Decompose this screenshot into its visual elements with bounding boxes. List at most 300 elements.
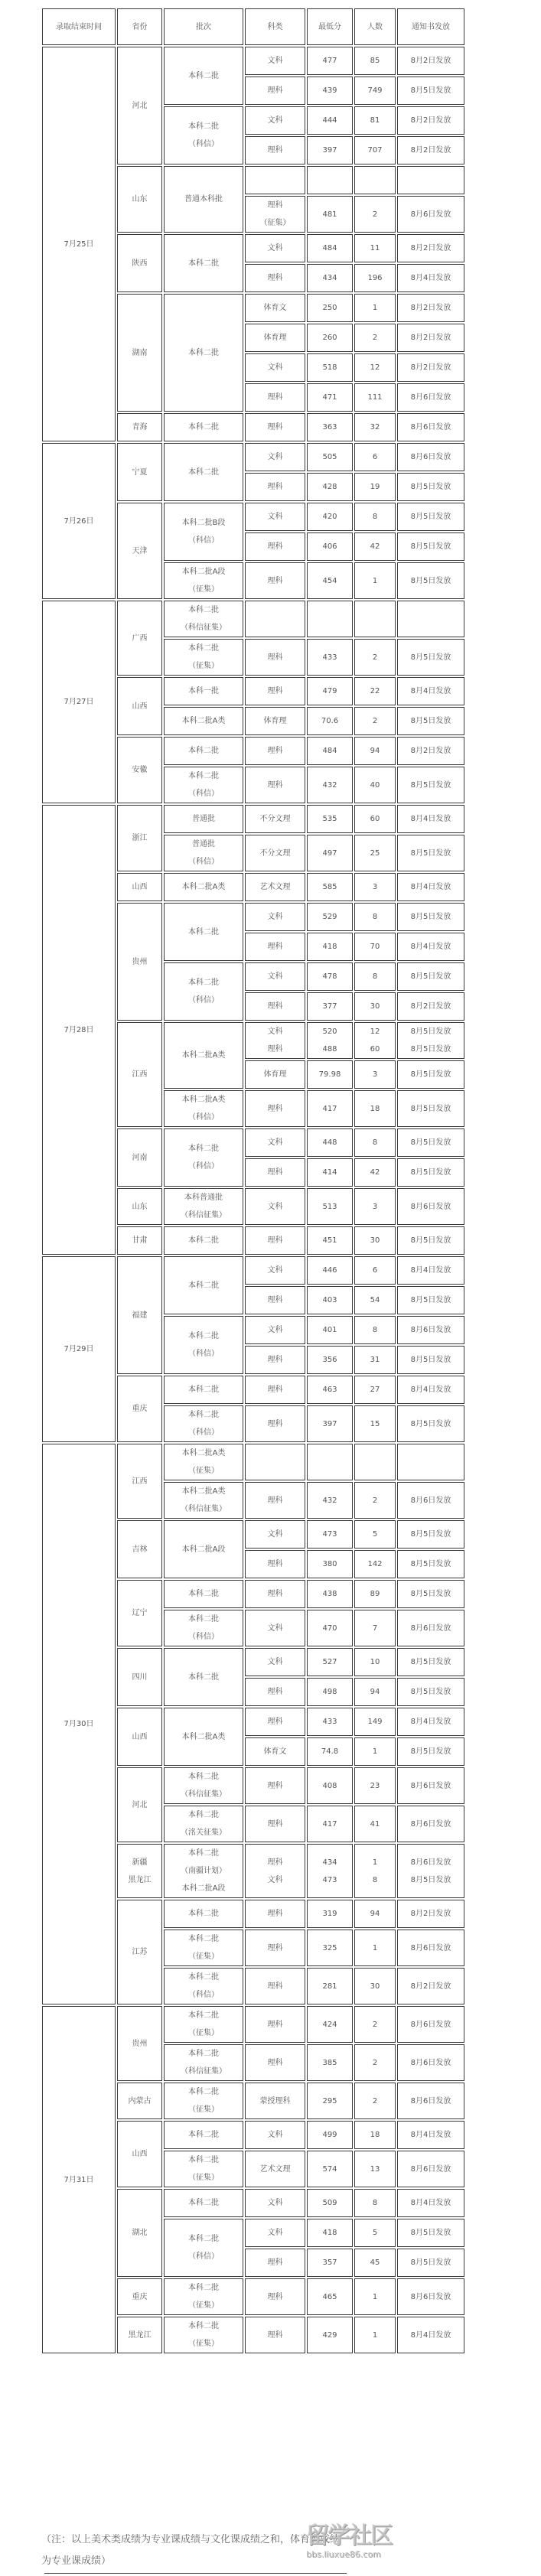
subject-type-cell: 文科 (245, 443, 305, 471)
subject-type-cell: 不分文理 (245, 835, 305, 871)
subject-type-cell: 理科 (245, 737, 305, 765)
notice-date-cell: 8月5日发放 (397, 2219, 464, 2247)
subject-type-cell: 艺术文理 (245, 873, 305, 901)
header-count: 人数 (354, 8, 396, 45)
min-score-cell: 499 (307, 2121, 353, 2149)
table-row (42, 805, 464, 833)
table-body (42, 47, 464, 2353)
notice-date-cell: 8月2日发放 (397, 1900, 464, 1928)
batch-cell: 本科二批 (164, 1226, 243, 1255)
province-cell: 黑龙江 (117, 2317, 162, 2353)
min-score-cell: 585 (307, 873, 353, 901)
min-score-cell: 439 (307, 77, 353, 105)
batch-cell: 本科二批 (164, 443, 243, 501)
subject-type-cell: 理科 (245, 1090, 305, 1127)
subject-type-cell: 理科 (245, 933, 305, 961)
count-cell: 30 (354, 1968, 396, 2004)
batch-cell: 本科二批 （科信） (164, 962, 243, 1021)
subject-type-cell: 理科 (245, 2278, 305, 2315)
count-cell (354, 601, 396, 637)
count-cell: 111 (354, 383, 396, 412)
notice-date-cell: 8月2日发放 (397, 324, 464, 352)
subject-type-cell: 理科 (245, 2044, 305, 2081)
notice-date-cell: 8月5日发放 (397, 707, 464, 735)
min-score-cell (307, 601, 353, 637)
count-cell: 2 (354, 707, 396, 735)
end-date-cell: 7月30日 (42, 1444, 116, 2004)
count-cell: 2 (354, 196, 396, 233)
subject-type-cell: 文科 (245, 1648, 305, 1676)
province-cell: 浙江 (117, 805, 162, 871)
count-cell: 8 (354, 903, 396, 931)
subject-type-cell: 文科 (245, 353, 305, 382)
notice-date-cell: 8月6日发放 (397, 1930, 464, 1966)
batch-cell: 本科二批 (164, 1648, 243, 1706)
min-score-cell: 433 (307, 1708, 353, 1736)
batch-cell: 本科二批 （征集） (164, 2317, 243, 2353)
count-cell: 8 (354, 1128, 396, 1157)
notice-date-cell: 8月2日发放 (397, 1968, 464, 2004)
notice-date-cell: 8月6日发放 (397, 196, 464, 233)
subject-type-cell: 体育理 (245, 707, 305, 735)
subject-type-cell (245, 166, 305, 194)
subject-type-cell: 理科 (245, 1678, 305, 1706)
subject-type-cell: 理科 (245, 1286, 305, 1314)
batch-cell: 本科二批 (164, 1376, 243, 1404)
min-score-cell: 420 (307, 503, 353, 531)
count-cell: 32 (354, 413, 396, 441)
subject-type-cell: 文科 (245, 234, 305, 262)
count-cell: 27 (354, 1376, 396, 1404)
count-cell: 25 (354, 835, 396, 871)
notice-date-cell: 8月5日发放 (397, 835, 464, 871)
count-cell: 3 (354, 1060, 396, 1089)
province-cell: 山西 (117, 677, 162, 735)
subject-type-cell: 理科 (245, 2249, 305, 2277)
subject-type-cell: 理科 (245, 767, 305, 803)
min-score-cell: 451 (307, 1226, 353, 1255)
notice-date-cell: 8月6日发放 (397, 2083, 464, 2119)
batch-cell: 本科二批 (164, 47, 243, 105)
table-row (42, 1256, 464, 1285)
min-score-cell: 574 (307, 2151, 353, 2187)
min-score-cell: 281 (307, 1968, 353, 2004)
subject-type-cell: 理科 (245, 1708, 305, 1736)
count-cell: 12 (354, 353, 396, 382)
count-cell: 2 (354, 2044, 396, 2081)
notice-date-cell: 8月5日发放 (397, 962, 464, 991)
min-score-cell: 432 (307, 767, 353, 803)
province-cell: 湖北 (117, 2189, 162, 2277)
notice-date-cell: 8月6日发放 (397, 2151, 464, 2187)
notice-date-cell: 8月2日发放 (397, 353, 464, 382)
min-score-cell: 418 (307, 2219, 353, 2247)
notice-date-cell: 8月6日发放 (397, 1806, 464, 1842)
min-score-cell: 446 (307, 1256, 353, 1285)
province-cell: 山西 (117, 1708, 162, 1766)
province-cell: 重庆 (117, 1376, 162, 1442)
min-score-cell: 357 (307, 2249, 353, 2277)
min-score-cell: 428 (307, 473, 353, 501)
count-cell: 149 (354, 1708, 396, 1736)
batch-cell: 本科二批 （科信征集） (164, 601, 243, 637)
min-score-cell: 403 (307, 1286, 353, 1314)
notice-date-cell: 8月5日发放 (397, 1158, 464, 1187)
notice-date-cell: 8月4日发放 (397, 873, 464, 901)
count-cell: 12 60 (354, 1022, 396, 1059)
notice-date-cell: 8月5日发放 (397, 2249, 464, 2277)
notice-date-cell: 8月5日发放 (397, 473, 464, 501)
province-cell: 陕西 (117, 234, 162, 292)
batch-cell: 本科二批 (164, 1580, 243, 1608)
batch-cell: 本科二批B段 （科信） (164, 503, 243, 561)
notice-date-cell: 8月5日发放 (397, 77, 464, 105)
batch-cell: 本科二批 （征集） (164, 2278, 243, 2315)
province-cell: 广西 (117, 601, 162, 676)
subject-type-cell: 理科 (245, 1346, 305, 1374)
subject-type-cell: 理科 (245, 562, 305, 599)
subject-type-cell: 文科 (245, 1520, 305, 1549)
count-cell: 41 (354, 1806, 396, 1842)
min-score-cell: 79.98 (307, 1060, 353, 1089)
header-batch: 批次 (164, 8, 243, 45)
notice-date-cell: 8月5日发放 (397, 562, 464, 599)
province-cell: 甘肃 (117, 1226, 162, 1255)
subject-type-cell: 理科 (245, 264, 305, 292)
notice-date-cell: 8月6日发放 (397, 383, 464, 412)
subject-type-cell: 理科 (245, 77, 305, 105)
end-date-cell: 7月26日 (42, 443, 116, 599)
province-cell: 内蒙古 (117, 2083, 162, 2119)
min-score-cell: 477 (307, 47, 353, 75)
end-date-cell: 7月28日 (42, 805, 116, 1255)
subject-type-cell: 理科 (245, 1900, 305, 1928)
min-score-cell: 484 (307, 737, 353, 765)
subject-type-cell: 理科 (245, 1405, 305, 1442)
count-cell: 2 (354, 639, 396, 676)
header-row (42, 8, 464, 45)
count-cell: 8 (354, 2189, 396, 2217)
subject-type-cell: 理科 (245, 1226, 305, 1255)
province-cell: 山西 (117, 2121, 162, 2187)
min-score-cell: 444 (307, 106, 353, 135)
header-subject-type: 科类 (245, 8, 305, 45)
count-cell: 1 8 (354, 1844, 396, 1898)
notice-date-cell: 8月4日发放 (397, 677, 464, 705)
subject-type-cell: 文科 (245, 903, 305, 931)
count-cell: 5 (354, 2219, 396, 2247)
batch-cell: 本科二批 （征集） (164, 2083, 243, 2119)
province-cell: 四川 (117, 1648, 162, 1706)
count-cell: 1 (354, 1737, 396, 1766)
province-cell: 江西 (117, 1444, 162, 1519)
min-score-cell: 481 (307, 196, 353, 233)
count-cell: 6 (354, 1256, 396, 1285)
count-cell: 94 (354, 1678, 396, 1706)
notice-date-cell: 8月5日发放 (397, 1737, 464, 1766)
notice-date-cell: 8月5日发放 (397, 1580, 464, 1608)
min-score-cell: 406 (307, 532, 353, 561)
min-score-cell: 479 (307, 677, 353, 705)
notice-date-cell: 8月6日发放 (397, 2044, 464, 2081)
province-cell: 天津 (117, 503, 162, 599)
subject-type-cell: 文科 (245, 1316, 305, 1344)
count-cell: 11 (354, 234, 396, 262)
count-cell: 2 (354, 1482, 396, 1519)
count-cell: 70 (354, 933, 396, 961)
batch-cell: 本科二批 (164, 903, 243, 961)
subject-type-cell: 体育理 (245, 1060, 305, 1089)
subject-type-cell: 体育文 (245, 1737, 305, 1766)
notice-date-cell: 8月4日发放 (397, 805, 464, 833)
count-cell: 1 (354, 1930, 396, 1966)
table-row (42, 601, 464, 637)
batch-cell: 本科二批 (164, 413, 243, 441)
count-cell: 1 (354, 2317, 396, 2353)
count-cell: 8 (354, 962, 396, 991)
province-cell: 新疆 黑龙江 (117, 1844, 162, 1898)
subject-type-cell: 文科 (245, 503, 305, 531)
subject-type-cell: 体育理 (245, 324, 305, 352)
table-row (42, 1444, 464, 1480)
count-cell: 3 (354, 1188, 396, 1225)
header-notice: 通知书发放 (397, 8, 464, 45)
min-score-cell: 470 (307, 1610, 353, 1646)
notice-date-cell: 8月2日发放 (397, 234, 464, 262)
notice-date-cell: 8月4日发放 (397, 2317, 464, 2353)
notice-date-cell: 8月5日发放 (397, 767, 464, 803)
count-cell: 3 (354, 873, 396, 901)
subject-type-cell: 不分文理 (245, 805, 305, 833)
min-score-cell: 498 (307, 1678, 353, 1706)
min-score-cell: 377 (307, 992, 353, 1021)
subject-type-cell: 文科 (245, 47, 305, 75)
header-min-score: 最低分 (307, 8, 353, 45)
notice-date-cell: 8月6日发放 (397, 1767, 464, 1804)
batch-cell: 本科二批 （科信） (164, 1128, 243, 1187)
count-cell: 31 (354, 1346, 396, 1374)
count-cell: 30 (354, 992, 396, 1021)
count-cell: 749 (354, 77, 396, 105)
min-score-cell: 448 (307, 1128, 353, 1157)
batch-cell: 本科二批A段 （征集） (164, 562, 243, 599)
notice-date-cell: 8月2日发放 (397, 992, 464, 1021)
min-score-cell: 408 (307, 1767, 353, 1804)
notice-date-cell: 8月4日发放 (397, 1256, 464, 1285)
batch-cell: 本科二批 （科信） (164, 1405, 243, 1442)
admission-table (41, 7, 466, 2355)
min-score-cell: 434 (307, 264, 353, 292)
notice-date-cell: 8月5日发放 (397, 532, 464, 561)
min-score-cell: 478 (307, 962, 353, 991)
count-cell: 30 (354, 1226, 396, 1255)
batch-cell: 本科二批 （征集） (164, 2151, 243, 2187)
min-score-cell: 325 (307, 1930, 353, 1966)
notice-date-cell (397, 166, 464, 194)
notice-date-cell: 8月6日发放 (397, 443, 464, 471)
notice-date-cell: 8月2日发放 (397, 106, 464, 135)
notice-date-cell: 8月6日发放 (397, 1610, 464, 1646)
subject-type-cell: 文科 (245, 2219, 305, 2247)
notice-date-cell: 8月6日发放 8月5日发放 (397, 1844, 464, 1898)
count-cell: 7 (354, 1610, 396, 1646)
batch-cell: 本科二批A类 （科信） (164, 1090, 243, 1127)
notice-date-cell: 8月2日发放 (397, 294, 464, 322)
min-score-cell: 434 473 (307, 1844, 353, 1898)
count-cell: 54 (354, 1286, 396, 1314)
notice-date-cell: 8月4日发放 (397, 2189, 464, 2217)
province-cell: 河北 (117, 1767, 162, 1842)
count-cell: 60 (354, 805, 396, 833)
notice-date-cell: 8月5日发放 8月5日发放 (397, 1022, 464, 1059)
min-score-cell: 433 (307, 639, 353, 676)
batch-cell: 本科二批 （科信） (164, 1316, 243, 1374)
notice-date-cell: 8月5日发放 (397, 1648, 464, 1676)
province-cell: 宁夏 (117, 443, 162, 501)
min-score-cell: 385 (307, 2044, 353, 2081)
batch-cell: 本科二批 (164, 737, 243, 765)
subject-type-cell: 理科 (245, 413, 305, 441)
min-score-cell (307, 1444, 353, 1480)
subject-type-cell: 文科 (245, 1188, 305, 1225)
count-cell (354, 166, 396, 194)
notice-date-cell: 8月4日发放 (397, 933, 464, 961)
batch-cell: 本科二批 （科信征集） (164, 2044, 243, 2081)
header-province: 省份 (117, 8, 162, 45)
min-score-cell: 484 (307, 234, 353, 262)
province-cell: 重庆 (117, 2278, 162, 2315)
min-score-cell: 438 (307, 1580, 353, 1608)
count-cell: 40 (354, 767, 396, 803)
min-score-cell: 250 (307, 294, 353, 322)
batch-cell: 本科二批 （科信） (164, 1968, 243, 2004)
notice-date-cell: 8月6日发放 (397, 2278, 464, 2315)
province-cell: 辽宁 (117, 1580, 162, 1646)
batch-cell: 本科二批 (164, 234, 243, 292)
count-cell: 23 (354, 1767, 396, 1804)
min-score-cell: 424 (307, 2006, 353, 2043)
subject-type-cell: 理科 (245, 992, 305, 1021)
batch-cell: 本科二批 （科信） (164, 2219, 243, 2277)
min-score-cell: 465 (307, 2278, 353, 2315)
min-score-cell: 417 (307, 1090, 353, 1127)
subject-type-cell: 理科 (245, 473, 305, 501)
subject-type-cell: 理科 (245, 2317, 305, 2353)
subject-type-cell (245, 1444, 305, 1480)
notice-date-cell (397, 1444, 464, 1480)
batch-cell: 本科二批A类 (164, 1022, 243, 1089)
table-row (42, 47, 464, 75)
min-score-cell: 260 (307, 324, 353, 352)
min-score-cell: 509 (307, 2189, 353, 2217)
notice-date-cell (397, 601, 464, 637)
notice-date-cell: 8月5日发放 (397, 1520, 464, 1549)
subject-type-cell: 理科 (245, 677, 305, 705)
count-cell: 142 (354, 1550, 396, 1578)
min-score-cell: 417 (307, 1806, 353, 1842)
subject-type-cell: 文科 (245, 2189, 305, 2217)
min-score-cell: 520 488 (307, 1022, 353, 1059)
min-score-cell: 497 (307, 835, 353, 871)
notice-date-cell: 8月5日发放 (397, 1405, 464, 1442)
subject-type-cell: 文科 (245, 1610, 305, 1646)
header-end-date: 录取结束时间 (42, 8, 116, 45)
count-cell: 94 (354, 737, 396, 765)
subject-type-cell: 理科 (245, 1968, 305, 2004)
count-cell: 10 (354, 1648, 396, 1676)
batch-cell: 本科二批 (164, 294, 243, 412)
subject-type-cell: 理科 (245, 2006, 305, 2043)
batch-cell: 普通批 （科信） (164, 835, 243, 871)
subject-type-cell: 理科 (245, 1930, 305, 1966)
count-cell: 2 (354, 2083, 396, 2119)
notice-date-cell: 8月4日发放 (397, 1708, 464, 1736)
count-cell: 89 (354, 1580, 396, 1608)
batch-cell: 本科二批A类 (164, 1708, 243, 1766)
min-score-cell: 401 (307, 1316, 353, 1344)
count-cell: 196 (354, 264, 396, 292)
notice-date-cell: 8月6日发放 (397, 1188, 464, 1225)
notice-date-cell: 8月5日发放 (397, 1090, 464, 1127)
count-cell: 8 (354, 503, 396, 531)
province-cell: 山西 (117, 873, 162, 901)
province-cell: 贵州 (117, 2006, 162, 2081)
notice-date-cell: 8月2日发放 (397, 47, 464, 75)
notice-date-cell: 8月4日发放 (397, 264, 464, 292)
notice-date-cell: 8月5日发放 (397, 1678, 464, 1706)
count-cell: 19 (354, 473, 396, 501)
min-score-cell: 74.8 (307, 1737, 353, 1766)
subject-type-cell: 理科 (245, 1158, 305, 1187)
notice-date-cell: 8月6日发放 (397, 1482, 464, 1519)
subject-type-cell: 理科 （征集） (245, 196, 305, 233)
end-date-cell: 7月25日 (42, 47, 116, 441)
province-cell: 江苏 (117, 1900, 162, 2004)
batch-cell: 本科一批 (164, 677, 243, 705)
notice-date-cell: 8月5日发放 (397, 903, 464, 931)
subject-type-cell: 理科 (245, 136, 305, 164)
min-score-cell: 429 (307, 2317, 353, 2353)
min-score-cell: 414 (307, 1158, 353, 1187)
subject-type-cell: 理科 (245, 1767, 305, 1804)
min-score-cell: 527 (307, 1648, 353, 1676)
batch-cell: 本科二批 (164, 1256, 243, 1314)
min-score-cell: 319 (307, 1900, 353, 1928)
subject-type-cell: 文科 (245, 106, 305, 135)
count-cell: 85 (354, 47, 396, 75)
min-score-cell: 356 (307, 1346, 353, 1374)
count-cell: 707 (354, 136, 396, 164)
count-cell: 2 (354, 324, 396, 352)
batch-cell: 本科二批 （征集） (164, 639, 243, 676)
min-score-cell: 295 (307, 2083, 353, 2119)
count-cell: 8 (354, 1316, 396, 1344)
batch-cell: 本科二批A类 (164, 873, 243, 901)
batch-cell: 本科普通批 （科信征集） (164, 1188, 243, 1225)
min-score-cell: 397 (307, 1405, 353, 1442)
count-cell (354, 1444, 396, 1480)
batch-cell: 本科二批 (164, 2189, 243, 2217)
count-cell: 94 (354, 1900, 396, 1928)
next-table-edge (44, 2573, 347, 2576)
notice-date-cell: 8月4日发放 (397, 1376, 464, 1404)
subject-type-cell: 理科 文科 (245, 1844, 305, 1898)
min-score-cell: 513 (307, 1188, 353, 1225)
end-date-cell: 7月27日 (42, 601, 116, 803)
subject-type-cell: 理科 (245, 1550, 305, 1578)
notice-date-cell: 8月4日发放 (397, 2121, 464, 2149)
min-score-cell: 363 (307, 413, 353, 441)
